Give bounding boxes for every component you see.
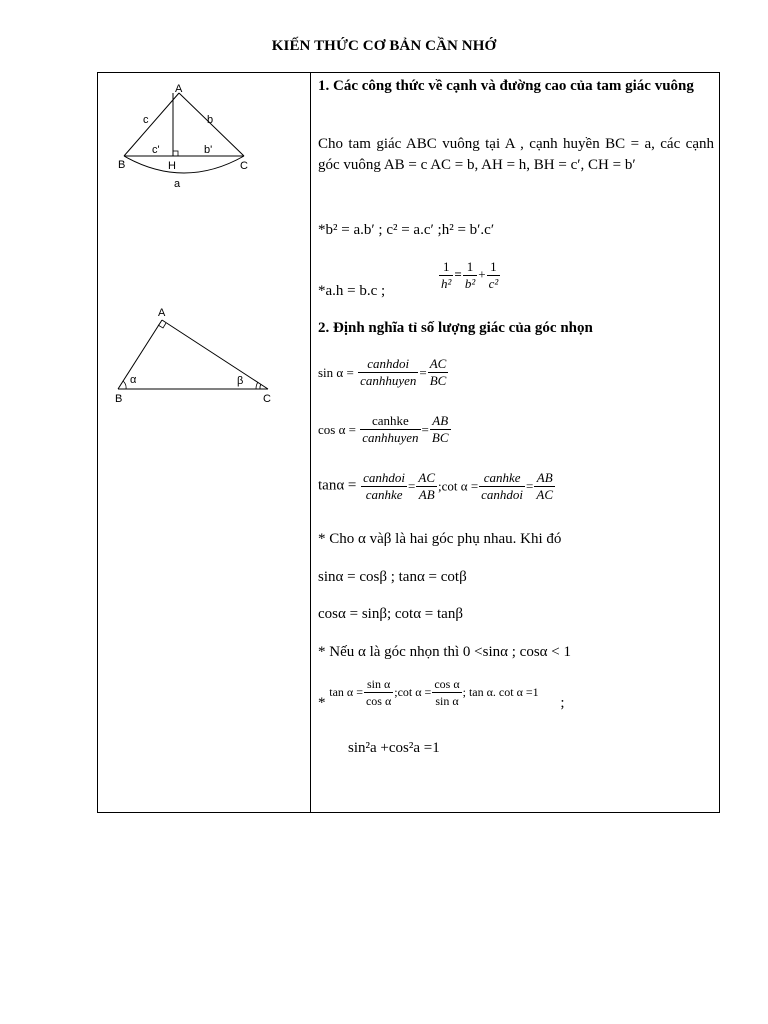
tan-cot-definition: tanα = $\frac{\text{canhdoi}}{\text{canhke}}$ = $\frac{AC}{AB}$ ;cot α = $\frac{\text{canhke}}{\text{canhdoi}}$ = $\frac{AB}{AC}$: [318, 470, 554, 502]
label-H: H: [168, 160, 176, 172]
label-a: a: [174, 178, 181, 190]
label-C: C: [263, 393, 271, 405]
relation-line1: sinα = cosβ ; tanα = cotβ: [318, 569, 467, 585]
pythagorean-identity: sin²a +cos²a =1: [348, 740, 440, 756]
section1-line2: [318, 259, 714, 299]
label-b-prime: b': [204, 144, 213, 156]
figure-right-triangle-altitude: [110, 80, 260, 192]
section1-intro: Cho tam giác ABC vuông tại A , cạnh huyền BC = a, các cạnh góc vuông AB = c AC = b, AH = h, BH = c′, CH = b′: [318, 136, 714, 173]
section1-heading: 1. Các công thức về cạnh và đường cao của tam giác vuông: [318, 78, 694, 94]
inverse-square-formula: $\frac{1}{\text{h²}}$ = $\frac{1}{\text{b²}}$ + $\frac{1}{\text{c²}}$: [441, 259, 499, 291]
label-c: c: [143, 114, 149, 126]
relation-line2: cosα = sinβ; cotα = tanβ: [318, 606, 463, 622]
bounds-note: * Nếu α là góc nhọn thì 0 <sinα ; cosα < 1: [318, 644, 571, 660]
complementary-note: * Cho α vàβ là hai góc phụ nhau. Khi đó: [318, 531, 562, 547]
label-A: A: [158, 307, 166, 319]
label-b: b: [207, 114, 214, 126]
label-B: B: [118, 159, 126, 171]
ah-bc-formula: *a.h = b.c ;: [318, 283, 386, 299]
figure-triangle-angles: [108, 300, 278, 410]
label-A: A: [175, 83, 183, 95]
section1-line1: *b² = a.b′ ; c² = a.c′ ;h² = b′.c′: [318, 222, 495, 238]
label-B: B: [115, 393, 123, 405]
label-c-prime: c': [152, 144, 160, 156]
page-title: KIẾN THỨC CƠ BẢN CẦN NHỚ: [271, 38, 497, 54]
column-divider: [310, 72, 311, 813]
sin-definition: sin α = $\frac{\text{canhdoi}}{\text{canhhuyen}}$ = $\frac{AC}{BC}$: [318, 356, 447, 388]
label-alpha: α: [130, 374, 137, 386]
label-C: C: [240, 160, 248, 172]
section2-heading: 2. Định nghĩa tỉ số lượng giác của góc nhọn: [318, 320, 593, 336]
cos-definition: cos α = $\frac{\text{canhke}}{\text{canhhuyen}}$ = $\frac{AB}{BC}$: [318, 413, 449, 445]
tan-cot-quotient-formula: * tan α = $\frac{\text{sin α}}{\text{cos α}}$ ;cot α = $\frac{\text{cos α}}{\text{sin α}}$ ; tan α. cot α =1 ;: [318, 677, 565, 712]
label-beta: β: [237, 375, 244, 387]
